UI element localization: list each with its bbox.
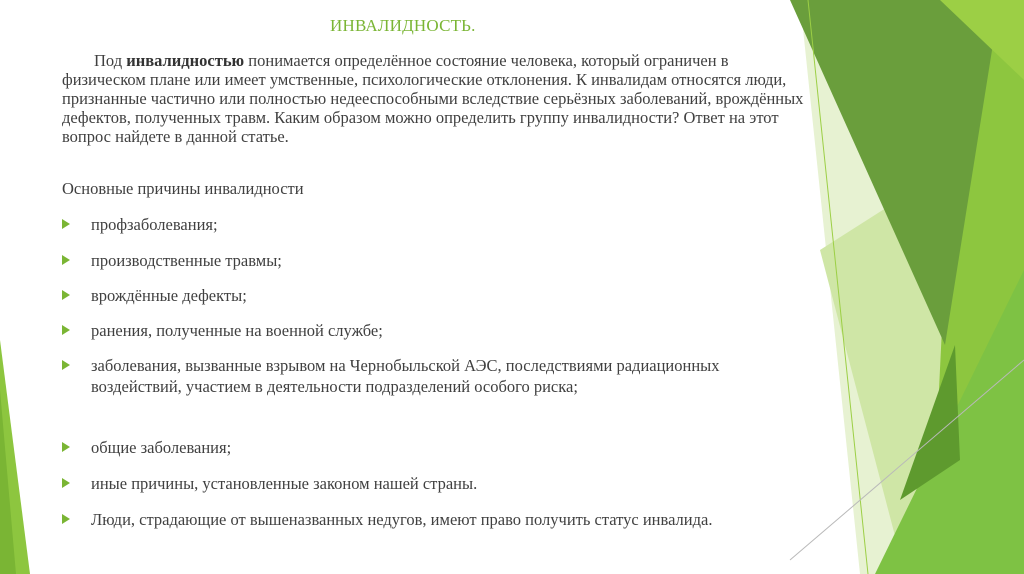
intro-paragraph [62, 51, 807, 146]
bullet-arrow-icon [62, 290, 70, 300]
list-item-text: ранения, полученные на военной службе; [91, 321, 383, 340]
bullet-arrow-icon [62, 325, 70, 335]
list-item [62, 214, 802, 235]
list-item [62, 285, 802, 306]
bullet-arrow-icon [62, 255, 70, 265]
bullet-arrow-icon [62, 219, 70, 229]
list-item-text: Люди, страдающие от вышеназванных недугов, имеют право получить статус инвалида. [91, 510, 713, 529]
bullet-arrow-icon [62, 442, 70, 452]
list-item-text: производственные травмы; [91, 251, 282, 270]
list-item-text: заболевания, вызванные взрывом на Чернобыльской АЭС, последствиями радиационных воздействий, участием в деятельности подразделений особого риска; [91, 356, 720, 396]
intro-body: понимается определённое состояние человека, который ограничен в физическом плане или имеет умственные, психологические отклонения. К инвалидам относятся люди, признанные частично или полностью недееспособными вследствие серьёзных заболеваний, врождённых дефектов, полученных травм. Каким образом можно определить группу инвалидности? Ответ на этот вопрос найдете в данной статье. [62, 51, 804, 146]
list-item [62, 320, 802, 341]
list-item [62, 509, 802, 530]
bullet-arrow-icon [62, 478, 70, 488]
intro-bold-term: инвалидностью [126, 51, 245, 70]
list-item [62, 250, 802, 271]
list-item-text: общие заболевания; [91, 438, 232, 457]
bullet-arrow-icon [62, 514, 70, 524]
list-item-text: врождённые дефекты; [91, 286, 247, 305]
list-item-text: иные причины, установленные законом нашей страны. [91, 474, 478, 493]
causes-heading: Основные причины инвалидности [62, 179, 304, 198]
list-item [62, 355, 802, 397]
list-item [62, 473, 802, 494]
list-item-text: профзаболевания; [91, 215, 218, 234]
bullet-arrow-icon [62, 360, 70, 370]
slide-title: ИНВАЛИДНОСТЬ. [330, 16, 476, 35]
list-item [62, 437, 802, 458]
intro-prefix: Под [94, 51, 127, 70]
